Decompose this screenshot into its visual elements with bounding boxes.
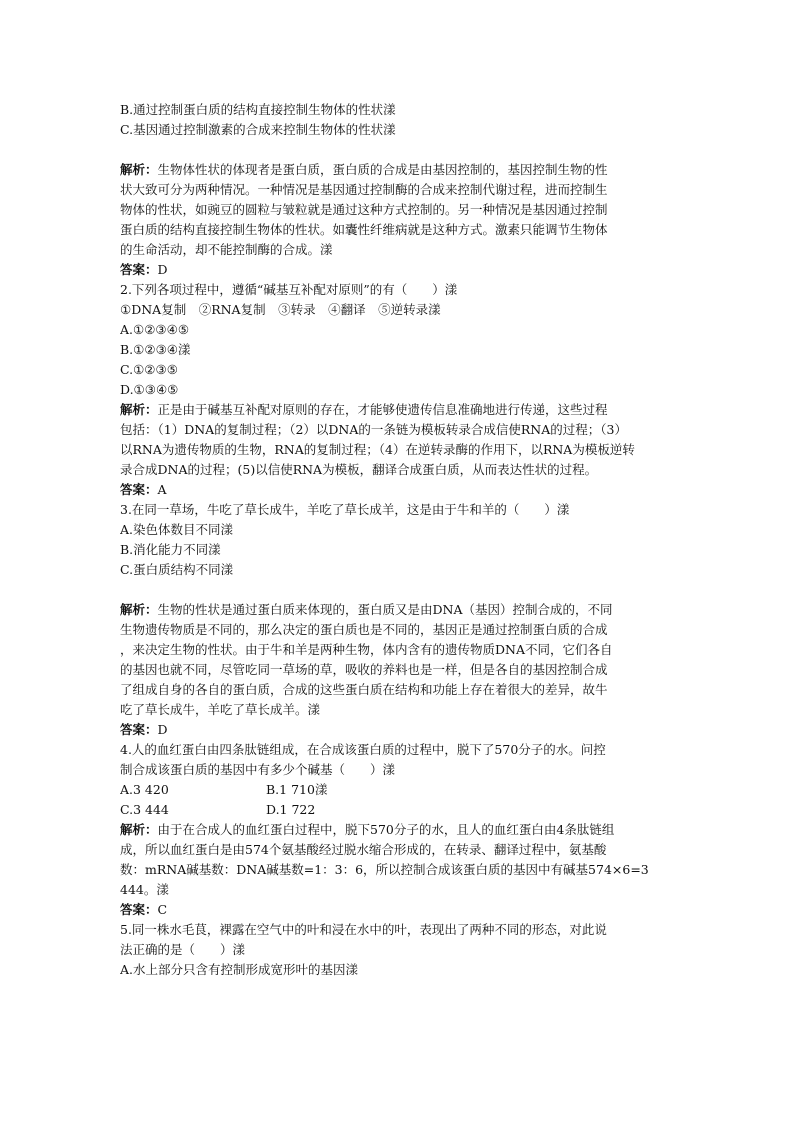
explanation-label: 解析：: [120, 602, 158, 617]
q2-option-a: A.①②③④⑤: [120, 322, 190, 337]
explanation-text: 由于在合成人的血红蛋白过程中，脱下570分子的水，且人的血红蛋白由4条肽链组: [157, 822, 615, 837]
q3-explanation-line: 吃了草长成牛，羊吃了草长成羊。漾: [120, 702, 321, 717]
explanation-text: 生物体性状的体现者是蛋白质，蛋白质的合成是由基因控制的，基因控制生物的性: [157, 162, 608, 177]
q1-explanation-line: 状大致可分为两种情况。一种情况是基因通过控制酶的合成来控制代谢过程，进而控制生: [120, 182, 608, 197]
q3-explanation-line: ，来决定生物的性状。由于牛和羊是两种生物，体内含有的遗传物质DNA不同，它们各自: [120, 642, 613, 657]
q4-explanation-line: 数：mRNA碱基数：DNA碱基数=1：3：6，所以控制合成该蛋白质的基因中有碱基574×6=3: [120, 862, 649, 877]
q3-answer: [120, 720, 680, 740]
answer-label: 答案：: [120, 482, 158, 497]
spacer: [120, 580, 680, 600]
q3-stem: 3.在同一草场，牛吃了草长成牛，羊吃了草长成羊，这是由于牛和羊的（ ）漾: [120, 502, 570, 517]
explanation-label: 解析：: [120, 402, 158, 417]
q3-explanation-line: 了组成自身的各自的蛋白质，合成的这些蛋白质在结构和功能上存在着很大的差异，故牛: [120, 682, 608, 697]
q3-option-a: A.染色体数目不同漾: [120, 522, 234, 537]
answer-value: D: [157, 722, 168, 737]
q3-option-c: C.蛋白质结构不同漾: [120, 562, 234, 577]
answer-label: 答案：: [120, 262, 158, 277]
q5-stem-line: 法正确的是（ ）漾: [120, 942, 246, 957]
q4-options-row: [120, 800, 680, 820]
q3-explanation-line: 生物遗传物质是不同的，那么决定的蛋白质也是不同的，基因正是通过控制蛋白质的合成: [120, 622, 608, 637]
q2-option-d: D.①③④⑤: [120, 382, 179, 397]
q2-explanation-line: 包括：（1）DNA的复制过程；（2）以DNA的一条链为模板转录合成信使RNA的过程；（3）: [120, 422, 627, 437]
q2-answer: [120, 480, 680, 500]
q1-explanation-line: [120, 160, 680, 180]
explanation-text: 正是由于碱基互补配对原则的存在，才能够使遗传信息准确地进行传递，这些过程: [157, 402, 608, 417]
q3-explanation-line: [120, 600, 680, 620]
q4-option-c: C.3 444: [120, 802, 169, 817]
q4-explanation-line: [120, 820, 680, 840]
option-c-prev-question: C.基因通过控制激素的合成来控制生物体的性状漾: [120, 122, 396, 137]
q2-items: ①DNA复制 ②RNA复制 ③转录 ④翻译 ⑤逆转录漾: [120, 302, 441, 317]
explanation-text: 生物的性状是通过蛋白质来体现的，蛋白质又是由DNA（基因）控制合成的，不同: [157, 602, 613, 617]
q4-option-b: B.1 710漾: [266, 782, 328, 797]
q4-options-row: [120, 780, 680, 800]
q2-explanation-line: 以RNA为遗传物质的生物，RNA的复制过程；（4）在逆转录酶的作用下，以RNA为模板逆转: [120, 442, 635, 457]
q2-stem: 2.下列各项过程中，遵循“碱基互补配对原则”的有（ ）漾: [120, 282, 458, 297]
answer-label: 答案：: [120, 722, 158, 737]
q1-explanation-line: 物体的性状，如豌豆的圆粒与皱粒就是通过这种方式控制的。另一种情况是基因通过控制: [120, 202, 608, 217]
q2-option-b: B.①②③④漾: [120, 342, 191, 357]
option-b-prev-question: B.通过控制蛋白质的结构直接控制生物体的性状漾: [120, 102, 396, 117]
q1-answer: [120, 260, 680, 280]
q4-option-a: A.3 420: [120, 782, 169, 797]
q5-option-a: A.水上部分只含有控制形成宽形叶的基因漾: [120, 962, 359, 977]
q1-explanation-line: 蛋白质的结构直接控制生物体的性状。如囊性纤维病就是这种方式。激素只能调节生物体: [120, 222, 608, 237]
answer-value: A: [157, 482, 167, 497]
q4-stem-line: 制合成该蛋白质的基因中有多少个碱基（ ）漾: [120, 762, 396, 777]
answer-label: 答案：: [120, 902, 158, 917]
q5-stem-line: 5.同一株水毛茛，裸露在空气中的叶和浸在水中的叶，表现出了两种不同的形态，对此说: [120, 922, 607, 937]
answer-value: D: [157, 262, 168, 277]
q2-option-c: C.①②③⑤: [120, 362, 178, 377]
q1-explanation-line: 的生命活动，却不能控制酶的合成。漾: [120, 242, 333, 257]
q4-explanation-line: 成，所以血红蛋白是由574个氨基酸经过脱水缩合形成的，在转录、翻译过程中，氨基酸: [120, 842, 607, 857]
explanation-label: 解析：: [120, 162, 158, 177]
spacer: [120, 140, 680, 160]
q2-explanation-line: [120, 400, 680, 420]
explanation-label: 解析：: [120, 822, 158, 837]
q3-explanation-line: 的基因也就不同，尽管吃同一草场的草，吸收的养料也是一样，但是各自的基因控制合成: [120, 662, 608, 677]
q4-answer: [120, 900, 680, 920]
answer-value: C: [157, 902, 168, 917]
document-content: [120, 100, 680, 980]
q3-option-b: B.消化能力不同漾: [120, 542, 221, 557]
q4-explanation-line: 444。漾: [120, 882, 169, 897]
q2-explanation-line: 录合成DNA的过程；(5)以信使RNA为模板，翻译合成蛋白质，从而表达性状的过程。: [120, 462, 598, 477]
q4-option-d: D.1 722: [266, 802, 316, 817]
q4-stem-line: 4.人的血红蛋白由四条肽链组成，在合成该蛋白质的过程中，脱下了570分子的水。问控: [120, 742, 606, 757]
